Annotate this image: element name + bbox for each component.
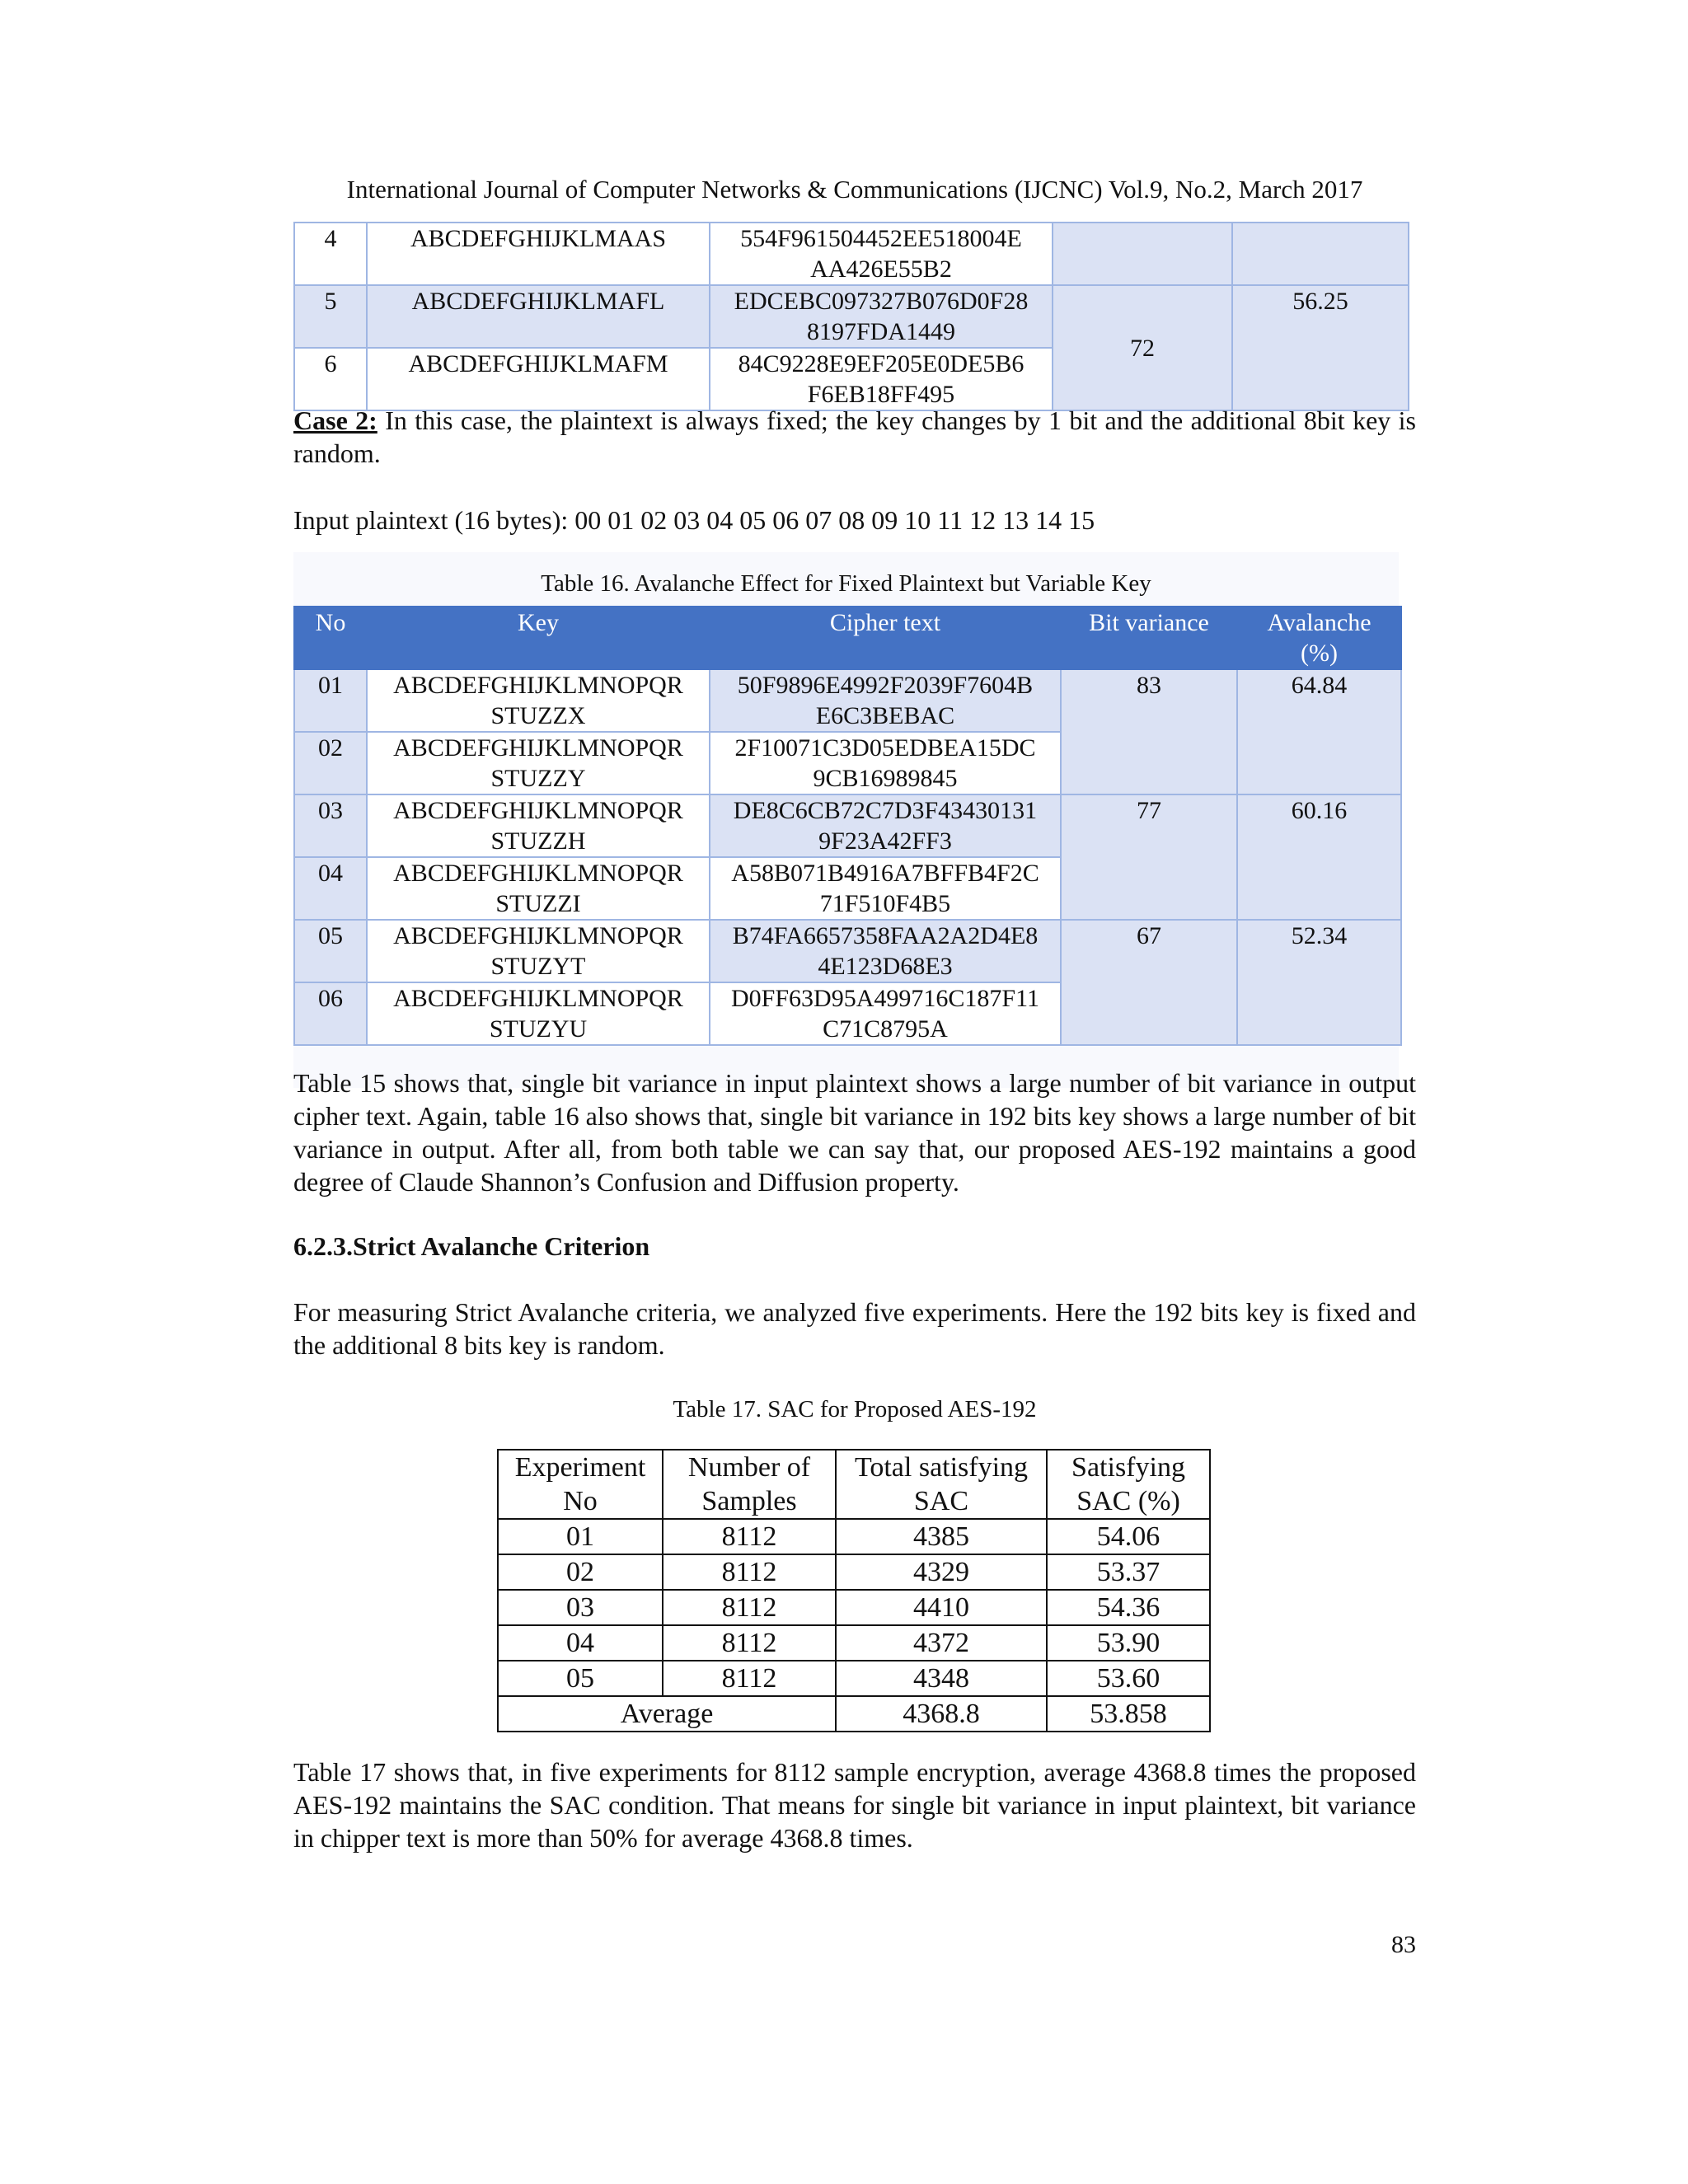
cipher-line: 554F961504452EE518004E	[740, 225, 1022, 252]
table-row	[294, 223, 1409, 285]
row-number: 04	[294, 857, 367, 920]
key-line: ABCDEFGHIJKLMNOPQR	[393, 797, 683, 824]
key-line: ABCDEFGHIJKLMNOPQR	[393, 734, 683, 762]
key-line: STUZZX	[490, 702, 586, 729]
row-number: 03	[294, 794, 367, 857]
table-average-row	[498, 1696, 1210, 1732]
cipher-line: C71C8795A	[823, 1015, 948, 1043]
plaintext-cell: ABCDEFGHIJKLMAFM	[367, 348, 710, 410]
cipher-line: 9F23A42FF3	[818, 827, 952, 855]
bit-variance-cell: 77	[1061, 794, 1237, 920]
avalanche-cell: 52.34	[1237, 920, 1401, 1045]
samples-cell: 8112	[663, 1661, 836, 1696]
key-cell	[367, 920, 710, 982]
average-total: 4368.8	[836, 1696, 1047, 1732]
cipher-line: B74FA6657358FAA2A2D4E8	[732, 922, 1039, 949]
pct-cell: 54.36	[1047, 1590, 1210, 1625]
row-number: 02	[294, 732, 367, 794]
avalanche-cell: 60.16	[1237, 794, 1401, 920]
key-line: STUZZI	[495, 890, 581, 917]
header-line: Samples	[701, 1486, 797, 1516]
key-cell	[367, 732, 710, 794]
pct-cell: 53.60	[1047, 1661, 1210, 1696]
average-label: Average	[498, 1696, 836, 1732]
plaintext-cell: ABCDEFGHIJKLMAFL	[367, 285, 710, 348]
total-cell: 4385	[836, 1519, 1047, 1554]
experiment-cell: 04	[498, 1625, 663, 1661]
paragraph-sac-intro: For measuring Strict Avalanche criteria, we analyzed five experiments. Here the 192 bits key is fixed and the additional 8 bits key is random.	[293, 1297, 1416, 1360]
header-line: Total satisfying	[854, 1452, 1029, 1483]
table-15-continuation	[293, 222, 1409, 411]
input-plaintext-line: Input plaintext (16 bytes): 00 01 02 03 04 05 06 07 08 09 10 11 12 13 14 15	[293, 505, 1095, 535]
header-avalanche-line: (%)	[1301, 640, 1338, 667]
cipher-line: 84C9228E9EF205E0DE5B6	[738, 350, 1025, 377]
key-line: ABCDEFGHIJKLMNOPQR	[393, 985, 683, 1012]
table-row	[498, 1519, 1210, 1554]
paragraph-table-15-16-summary: Table 15 shows that, single bit variance in input plaintext shows a large number of bit variance in output cipher text. Again, table 16 also shows that, single bit variance in 192 bits key shows a large number of bit variance in output. After all, from both table we can say that, our proposed AES-192 maintains a good degree of Claude Shannon’s Confusion and Diffusion property.	[293, 1068, 1416, 1197]
key-line: STUZYT	[490, 953, 586, 980]
header-bit-variance: Bit variance	[1061, 607, 1237, 669]
header-samples	[663, 1450, 836, 1519]
running-header: International Journal of Computer Networks & Communications (IJCNC) Vol.9, No.2, March 2017	[346, 175, 1363, 204]
header-key: Key	[367, 607, 710, 669]
key-line: ABCDEFGHIJKLMNOPQR	[393, 860, 683, 887]
cipher-cell	[710, 732, 1061, 794]
total-cell: 4348	[836, 1661, 1047, 1696]
cipher-line: 4E123D68E3	[818, 953, 953, 980]
header-no: No	[294, 607, 367, 669]
cipher-line: AA426E55B2	[810, 255, 952, 283]
paragraph-table-17-summary: Table 17 shows that, in five experiments for 8112 sample encryption, average 4368.8 times the proposed AES-192 maintains the SAC condition. That means for single bit variance in input plaintext, bit variance in chipper text is more than 50% for average 4368.8 times.	[293, 1757, 1416, 1853]
header-total-satisfying	[836, 1450, 1047, 1519]
cipher-line: A58B071B4916A7BFFB4F2C	[731, 860, 1039, 887]
key-line: STUZZH	[490, 827, 586, 855]
key-cell	[367, 982, 710, 1045]
total-cell: 4372	[836, 1625, 1047, 1661]
header-line: Satisfying	[1071, 1452, 1185, 1483]
key-line: STUZYU	[489, 1015, 588, 1043]
pct-cell: 53.37	[1047, 1554, 1210, 1590]
row-number: 01	[294, 669, 367, 732]
table-header-row	[294, 607, 1401, 669]
header-avalanche-line: Avalanche	[1267, 609, 1372, 636]
empty-cell	[1053, 223, 1232, 285]
row-number: 4	[294, 223, 367, 285]
table-row	[294, 669, 1401, 732]
key-line: ABCDEFGHIJKLMNOPQR	[393, 922, 683, 949]
row-number: 6	[294, 348, 367, 410]
row-number: 05	[294, 920, 367, 982]
header-satisfying-pct	[1047, 1450, 1210, 1519]
cipher-cell	[710, 223, 1053, 285]
header-experiment	[498, 1450, 663, 1519]
samples-cell: 8112	[663, 1590, 836, 1625]
key-cell	[367, 857, 710, 920]
cipher-line: EDCEBC097327B076D0F28	[734, 288, 1029, 315]
key-cell	[367, 669, 710, 732]
case-2-paragraph	[293, 404, 1416, 470]
table-16	[293, 606, 1402, 1046]
avalanche-cell: 64.84	[1237, 669, 1401, 794]
total-cell: 4410	[836, 1590, 1047, 1625]
case-2-text: In this case, the plaintext is always fixed; the key changes by 1 bit and the additional 8bit key is random.	[293, 405, 1417, 468]
average-pct: 53.858	[1047, 1696, 1210, 1732]
table-row	[498, 1625, 1210, 1661]
header-line: Number of	[687, 1452, 811, 1483]
cipher-line: 8197FDA1449	[806, 318, 955, 345]
bit-variance-cell: 83	[1061, 669, 1237, 794]
pct-cell: 53.90	[1047, 1625, 1210, 1661]
table-row	[294, 794, 1401, 857]
cipher-line: 71F510F4B5	[819, 890, 951, 917]
cipher-line: D0FF63D95A499716C187F11	[731, 985, 1039, 1012]
empty-cell	[1232, 223, 1409, 285]
cipher-cell	[710, 857, 1061, 920]
experiment-cell: 05	[498, 1661, 663, 1696]
plaintext-cell: ABCDEFGHIJKLMAAS	[367, 223, 710, 285]
experiment-cell: 02	[498, 1554, 663, 1590]
cipher-cell	[710, 669, 1061, 732]
key-cell	[367, 794, 710, 857]
experiment-cell: 01	[498, 1519, 663, 1554]
cipher-cell	[710, 348, 1053, 410]
table-row	[294, 285, 1409, 348]
samples-cell: 8112	[663, 1625, 836, 1661]
samples-cell: 8112	[663, 1519, 836, 1554]
bit-variance-cell: 67	[1061, 920, 1237, 1045]
header-cipher: Cipher text	[710, 607, 1061, 669]
table-header-row	[498, 1450, 1210, 1519]
bit-variance-cell: 72	[1053, 285, 1232, 410]
cipher-cell	[710, 794, 1061, 857]
row-number: 06	[294, 982, 367, 1045]
header-avalanche	[1237, 607, 1401, 669]
table-17	[497, 1449, 1211, 1732]
cipher-cell	[710, 982, 1061, 1045]
table-row	[498, 1554, 1210, 1590]
avalanche-cell: 56.25	[1232, 285, 1409, 410]
cipher-line: 2F10071C3D05EDBEA15DC	[734, 734, 1036, 762]
cipher-line: F6EB18FF495	[807, 381, 955, 408]
table-16-caption: Table 16. Avalanche Effect for Fixed Plaintext but Variable Key	[541, 570, 1151, 597]
cipher-line: DE8C6CB72C7D3F43430131	[733, 797, 1038, 824]
row-number: 5	[294, 285, 367, 348]
pct-cell: 54.06	[1047, 1519, 1210, 1554]
case-2-label: Case 2:	[293, 405, 377, 435]
key-line: STUZZY	[490, 765, 586, 792]
cipher-line: 9CB16989845	[813, 765, 958, 792]
table-row	[498, 1590, 1210, 1625]
header-line: SAC (%)	[1076, 1486, 1180, 1516]
table-row	[294, 920, 1401, 982]
page-number: 83	[1391, 1931, 1416, 1958]
header-line: SAC	[913, 1486, 969, 1516]
table-row	[498, 1661, 1210, 1696]
cipher-cell	[710, 285, 1053, 348]
experiment-cell: 03	[498, 1590, 663, 1625]
cipher-cell	[710, 920, 1061, 982]
section-heading: 6.2.3.Strict Avalanche Criterion	[293, 1231, 650, 1261]
header-line: Experiment	[514, 1452, 646, 1483]
cipher-line: 50F9896E4992F2039F7604B	[737, 672, 1034, 699]
total-cell: 4329	[836, 1554, 1047, 1590]
cipher-line: E6C3BEBAC	[815, 702, 955, 729]
key-line: ABCDEFGHIJKLMNOPQR	[393, 672, 683, 699]
header-line: No	[563, 1486, 598, 1516]
samples-cell: 8112	[663, 1554, 836, 1590]
table-17-caption: Table 17. SAC for Proposed AES-192	[673, 1396, 1037, 1422]
